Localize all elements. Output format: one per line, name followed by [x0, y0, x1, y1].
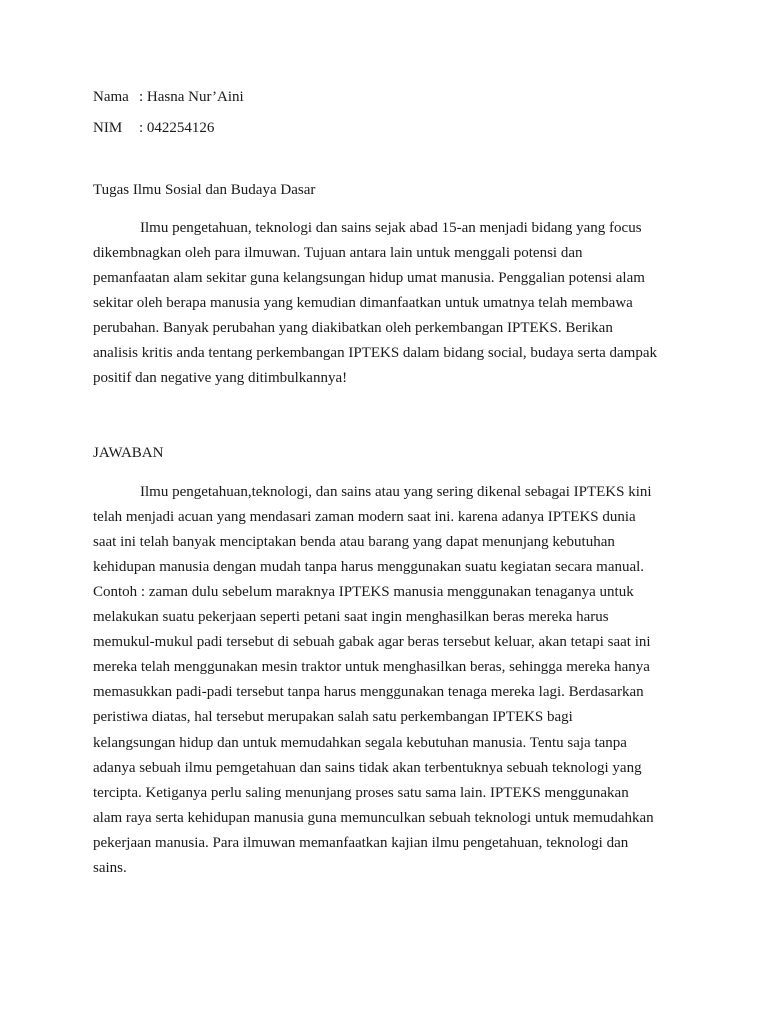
- answer-line: pekerjaan manusia. Para ilmuwan memanfaatkan kajian ilmu pengetahuan, teknologi dan: [93, 835, 629, 851]
- answer-line: kelangsungan hidup dan untuk memudahkan segala kebutuhan manusia. Tentu saja tanpa: [93, 735, 627, 751]
- task-line: perubahan. Banyak perubahan yang diakibatkan oleh perkembangan IPTEKS. Berikan: [93, 320, 613, 336]
- task-line: positif dan negative yang ditimbulkannya!: [93, 370, 348, 386]
- nim-value: : 042254126: [139, 120, 215, 136]
- answer-line: kehidupan manusia dengan mudah tanpa harus menggunakan suatu kegiatan secara manual.: [93, 559, 645, 575]
- answer-line: Ilmu pengetahuan,teknologi, dan sains atau yang sering dikenal sebagai IPTEKS kini: [140, 484, 652, 500]
- nim-label: NIM: [93, 120, 123, 136]
- answer-line: Contoh : zaman dulu sebelum maraknya IPTEKS manusia menggunakan tenaganya untuk: [93, 584, 634, 600]
- nim-row: [93, 119, 214, 137]
- task-line: analisis kritis anda tentang perkembangan IPTEKS dalam bidang social, budaya serta dampak: [93, 345, 658, 361]
- answer-line: memukul-mukul padi tersebut di sebuah gabak agar beras tersebut keluar, akan tetapi saat ini: [93, 634, 651, 650]
- answer-line: mereka telah menggunakan mesin traktor untuk menghasilkan beras, sehingga mereka hanya: [93, 659, 650, 675]
- answer-line: melakukan suatu pekerjaan seperti petani saat ingin menghasilkan beras mereka harus: [93, 609, 609, 625]
- answer-line: telah menjadi acuan yang mendasari zaman modern saat ini. karena adanya IPTEKS dunia: [93, 509, 636, 525]
- answer-heading: JAWABAN: [93, 445, 164, 461]
- task-line: dikembnagkan oleh para ilmuwan. Tujuan antara lain untuk menggali potensi dan: [93, 245, 583, 261]
- answer-line: memasukkan padi-padi tersebut tanpa harus menggunakan tenaga mereka lagi. Berdasarkan: [93, 684, 644, 700]
- answer-line: peristiwa diatas, hal tersebut merupakan salah satu perkembangan IPTEKS bagi: [93, 709, 573, 725]
- nama-value: : Hasna Nur’Aini: [139, 89, 244, 105]
- answer-line: alam raya serta kehidupan manusia guna memunculkan sebuah teknologi untuk memudahkan: [93, 810, 654, 826]
- task-title: Tugas Ilmu Sosial dan Budaya Dasar: [93, 182, 316, 198]
- nama-label: Nama: [93, 89, 129, 105]
- answer-line: saat ini telah banyak menciptakan benda atau barang yang dapat menunjang kebutuhan: [93, 534, 615, 550]
- task-line: sekitar oleh berapa manusia yang kemudian dimanfaatkan untuk umatnya telah membawa: [93, 295, 633, 311]
- task-line: pemanfaatan alam sekitar guna kelangsungan hidup umat manusia. Penggalian potensi alam: [93, 270, 645, 286]
- answer-line: tercipta. Ketiganya perlu saling menunjang proses satu sama lain. IPTEKS menggunakan: [93, 785, 629, 801]
- answer-line: adanya sebuah ilmu pemgetahuan dan sains tidak akan terbentuknya sebuah teknologi yang: [93, 760, 642, 776]
- nama-row: [93, 88, 244, 106]
- task-line: Ilmu pengetahuan, teknologi dan sains sejak abad 15-an menjadi bidang yang focus: [140, 220, 642, 236]
- answer-line: sains.: [93, 860, 127, 876]
